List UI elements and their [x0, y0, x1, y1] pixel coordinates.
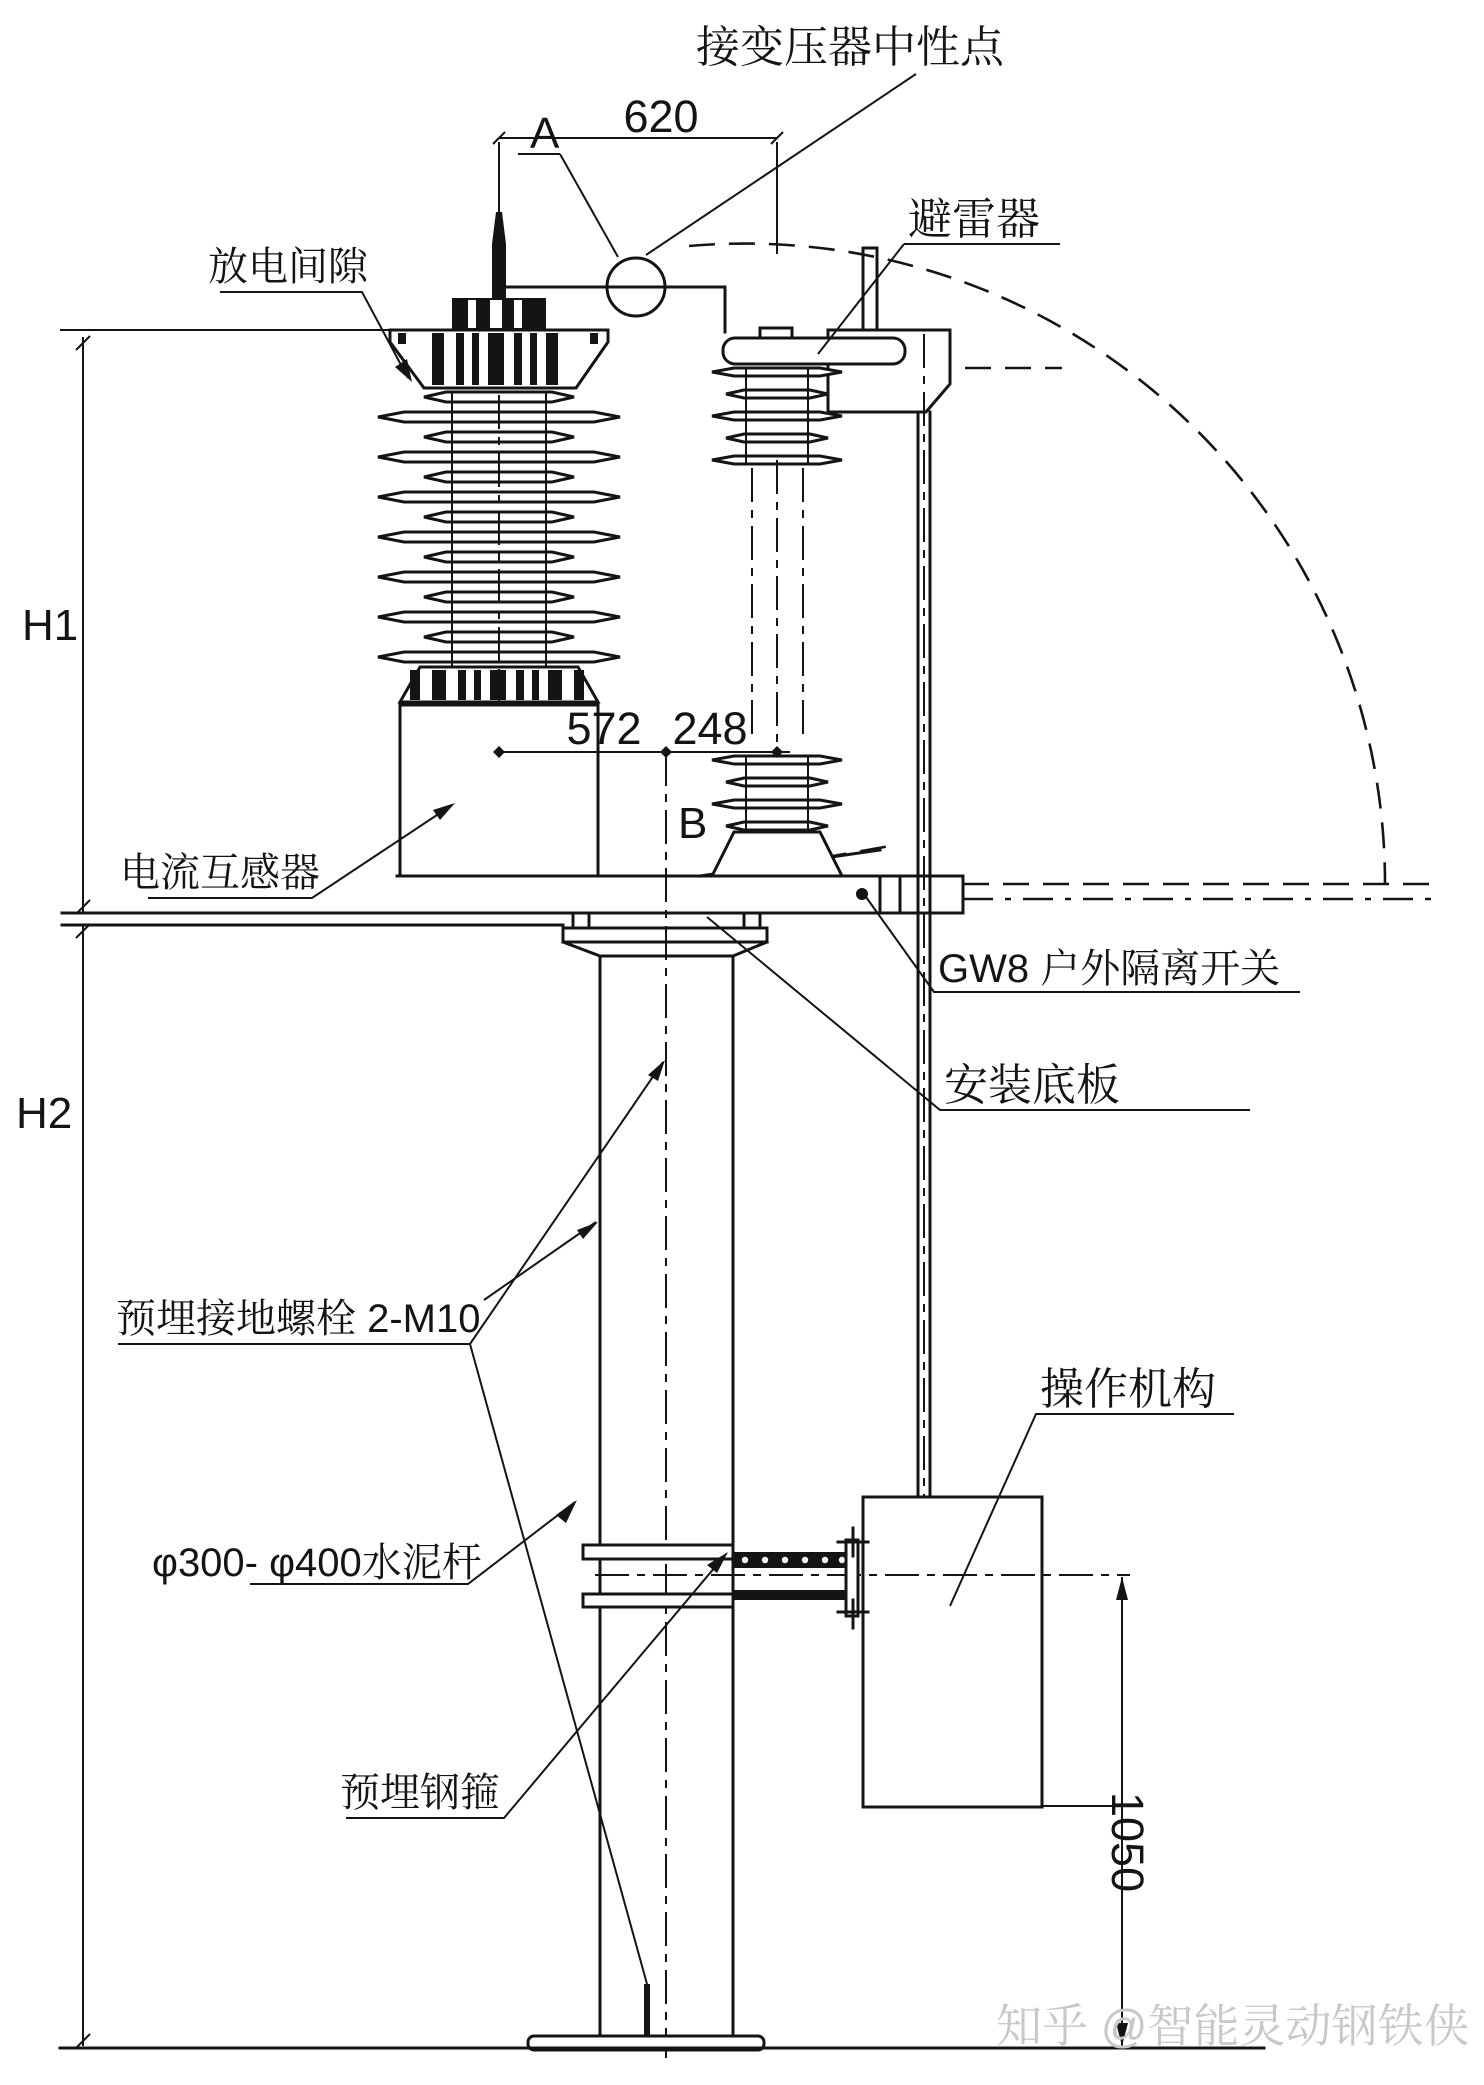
dim-620-value: 620 — [623, 91, 699, 142]
axis-mark-b: B — [678, 799, 708, 848]
steel-hoop-bracket — [583, 1528, 868, 1628]
label-cement-pole: φ300- φ400水泥杆 — [152, 1541, 482, 1585]
label-mounting-plate: 安装底板 — [944, 1061, 1120, 1110]
dim-1050-value: 1050 — [1102, 1792, 1153, 1893]
ct-bushing — [378, 142, 620, 752]
label-ground-bolts: 预埋接地螺栓 2-M10 — [116, 1297, 481, 1341]
dim-248-value: 248 — [672, 703, 748, 754]
h2-dimension — [16, 924, 90, 2048]
label-steel-hoop: 预埋钢箍 — [340, 1771, 500, 1815]
axis-mark-a: A — [530, 109, 560, 158]
dim-1050 — [1102, 1577, 1153, 2046]
label-operating-mechanism: 操作机构 — [1040, 1365, 1216, 1414]
cement-pole — [563, 752, 767, 2058]
label-gw8-switch: GW8 户外隔离开关 — [938, 947, 1281, 991]
operating-rod — [918, 334, 930, 1516]
label-current-transformer: 电流互感器 — [120, 851, 320, 895]
label-discharge-gap: 放电间隙 — [208, 245, 368, 289]
watermark: 知乎 @智能灵动钢铁侠 — [996, 2000, 1470, 2052]
h2-label: H2 — [16, 1089, 73, 1138]
h1-dimension — [22, 330, 392, 914]
h1-label: H1 — [22, 601, 79, 650]
label-neutral-point: 接变压器中性点 — [696, 23, 1004, 72]
label-arrester: 避雷器 — [908, 195, 1040, 244]
discharge-gap-electrode — [492, 212, 506, 300]
dim-572-value: 572 — [566, 703, 642, 754]
